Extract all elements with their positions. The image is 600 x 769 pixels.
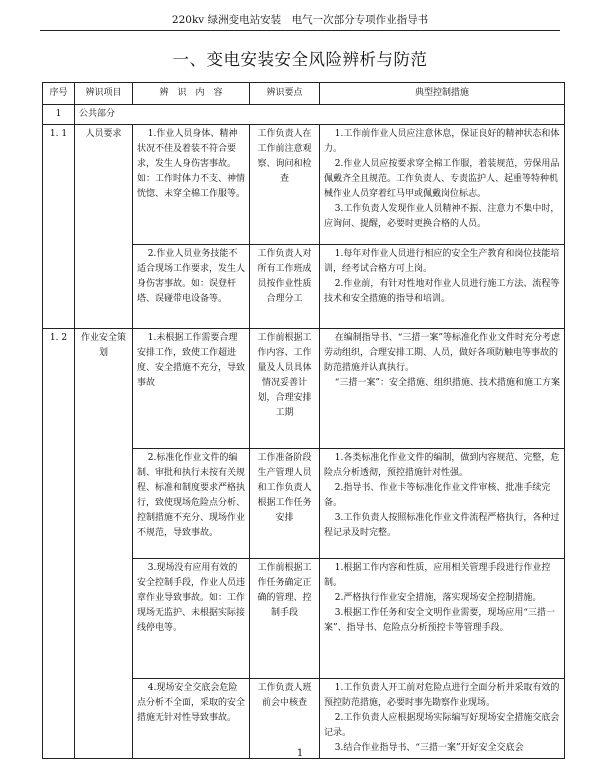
measure-item: 在编制指导书、“三措一案”等标准化作业文件时充分考虑劳动组织，合理安排工期、人员，做好各项防触电等事故的防范措施并认真执行。 (324, 333, 561, 373)
row-item: 作业安全策划 (75, 329, 133, 759)
row-content: 1.未根据工作需要合理安排工作，致使工作超进度、安全措施不充分，导致事故 (133, 329, 250, 449)
row-no: 1. 2 (43, 329, 75, 759)
page-title: 一、变电安装安全风险辨析与防范 (172, 50, 428, 69)
col-header-no: 序号 (43, 83, 75, 105)
header-rule (40, 30, 560, 31)
row-content: 1.作业人员身体、精神状况不佳及着装不符合要求，发生人身伤害事故。如：工作时体力不支、神情恍惚、未穿全棉工作服等。 (133, 125, 250, 245)
risk-table (42, 82, 565, 759)
row-points: 工作前根据工作内容、工作量及人员具体情况妥善计划，合理安排工期 (250, 329, 320, 449)
section-label: 公共部分 (75, 105, 565, 125)
page-header: 220kv 绿洲变电站安装 电气一次部分专项作业指导书 (171, 14, 429, 26)
measure-item: 1.根据工作内容和性质，应用相关管理手段进行作业控制。 (324, 563, 551, 588)
measure-item: 3.结合作业指导书、“三措一案”开好安全交底会 (334, 743, 524, 753)
row-points: 工作准备阶段生产管理人员和工作负责人根据工作任务安排 (250, 449, 320, 559)
row-content: 2.作业人员业务技能不适合现场工作要求，发生人身伤害事故。如：误登杆塔、误碰带电设备等。 (133, 245, 250, 329)
measure-item: 2.指导书、作业卡等标准化作业文件审核、批准手续完备。 (324, 483, 551, 508)
section-no: 1 (43, 105, 75, 125)
col-header-content: 辨 识 内 容 (133, 83, 250, 105)
measure-item: 3.工作负责人按照标准化作业文件流程严格执行，各种过程记录及时完整。 (324, 513, 560, 538)
measure-item: 2.作业人员应按要求穿全棉工作服，着装规范，劳保用品佩戴齐全且规范。工作负责人、专责监护人、起重等特种机械作业人员穿着红马甲或佩戴岗位标志。 (324, 159, 560, 199)
measure-item: 2.工作负责人应根据现场实际编写好现场安全措施交底会记录。 (324, 713, 560, 738)
row-points: 工作负责人对所有工作班成员按作业性质合理分工 (250, 245, 320, 329)
table-row (43, 329, 565, 449)
col-header-measures: 典型控制措施 (320, 83, 565, 105)
measure-item: 1.各类标准化作业文件的编制，做到内容规范、完整，危险点分析透彻，预控措施针对性强。 (324, 453, 560, 478)
measure-item: 2.严格执行作业安全措施，落实现场安全控制措施。 (334, 593, 542, 603)
row-points: 工作负责人在工作前注意观察、询问和检查 (250, 125, 320, 245)
measure-item: 3.工作负责人发现作业人员精神不振、注意力不集中时，应询问、提醒，必要时更换合格的人员。 (324, 204, 560, 229)
row-content: 3.现场没有应用有效的安全控制手段，作业人员违章作业导致事故。如：工作现场无监护、未根据实际接线停电等。 (133, 559, 250, 679)
row-content: 2.标准化作业文件的编制、审批和执行未按有关规程、标准和制度要求严格执行，致使现场危险点分析、控制措施不充分、现场作业不规范，导致事故。 (133, 449, 250, 559)
table-header-row (43, 83, 565, 105)
row-item: 人员要求 (75, 125, 133, 329)
page-number: 1 (296, 748, 304, 759)
measure-item: 2.作业前，有针对性地对作业人员进行施工方法、流程等技术和安全措施的指导和培训。 (324, 279, 560, 304)
row-content: 4.现场安全交底会危险点分析不全面，采取的安全措施无针对性导致事故。 (133, 679, 250, 759)
measure-item: 1.工作负责人开工前对危险点进行全面分析并采取有效的预控防范措施，必要时事先勘察作业现场。 (324, 683, 560, 708)
col-header-item: 辨识项目 (75, 83, 133, 105)
measure-item: 3.根据工作任务和安全文明作业需要，现场应用“三措一案”、指导书、危险点分析预控卡等管理手段。 (324, 608, 555, 633)
measure-item: “三措一案”：安全措施、组织措施、技术措施和施工方案 (334, 378, 561, 388)
measure-item: 1.工作前作业人员应注意休息，保证良好的精神状态和体力。 (324, 129, 560, 154)
section-row (43, 105, 565, 125)
table-row (43, 125, 565, 245)
row-points: 工作前根据工作任务确定正确的管理、控制手段 (250, 559, 320, 679)
row-points: 工作负责人班前会中核查 (250, 679, 320, 759)
row-no: 1. 1 (43, 125, 75, 329)
measure-item: 1.每年对作业人员进行相应的安全生产教育和岗位技能培训，经考试合格方可上岗。 (324, 249, 560, 274)
col-header-points: 辨识要点 (250, 83, 320, 105)
